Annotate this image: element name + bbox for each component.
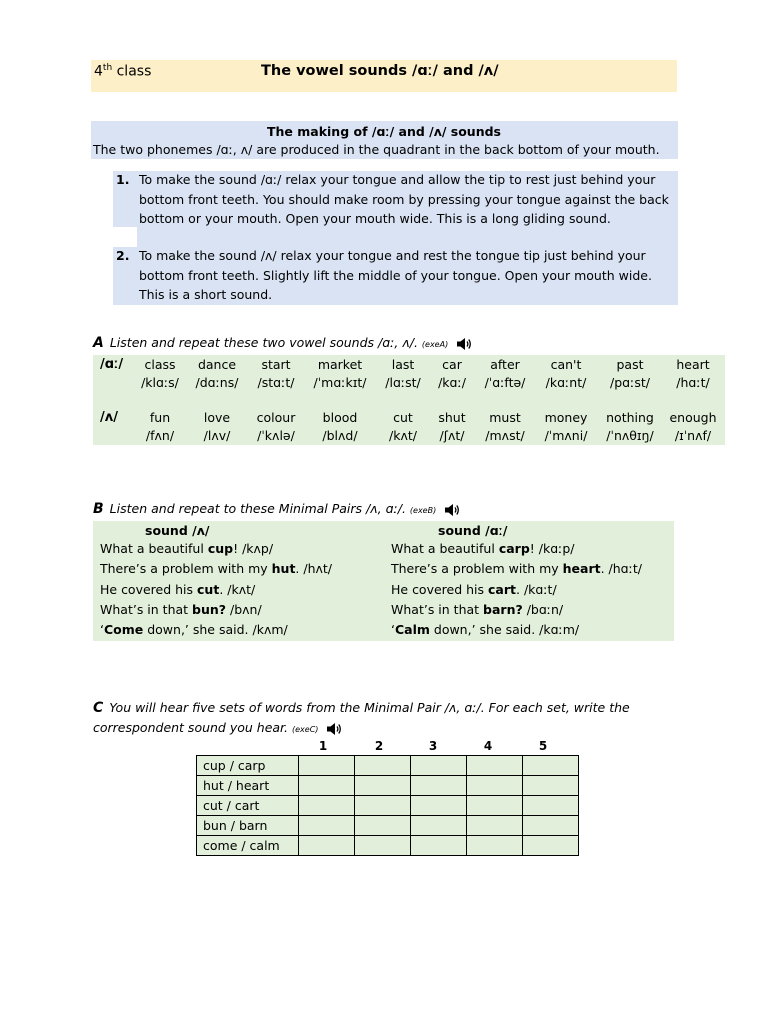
short-u-sentence (100, 602, 262, 617)
answer-cell[interactable] (467, 816, 523, 836)
vowel-word: cut (393, 410, 413, 425)
vowel-word: car (442, 357, 462, 372)
answer-cell[interactable] (467, 756, 523, 776)
section-b-heading: B Listen and repeat to these Minimal Pairs /ʌ, ɑː/. (exeB) (93, 501, 460, 517)
word-pair-label: cup / carp (197, 756, 299, 776)
step-number: 1. (116, 172, 130, 187)
vowel-word-ipa: /hɑːt/ (676, 375, 710, 390)
answer-cell[interactable] (523, 816, 579, 836)
column-header-1: 1 (318, 739, 328, 753)
answer-cell[interactable] (411, 776, 467, 796)
vowel-word: must (489, 410, 521, 425)
vowel-word-ipa: /ʃʌt/ (439, 428, 465, 443)
sentence-text: down,’ she said. /kɑːm/ (429, 622, 580, 637)
vowel-word: dance (197, 357, 237, 372)
vowel-word: market (317, 357, 363, 372)
long-a-sentence (391, 582, 557, 597)
sentence-text: He covered his (100, 582, 198, 597)
vowel-word-ipa: /lɑːst/ (385, 375, 421, 390)
vowel-symbol-short-u: /ʌ/ (100, 410, 118, 425)
answer-cell[interactable] (355, 836, 411, 856)
sentence-text: What a beautiful (391, 541, 499, 556)
word-pair-label: bun / barn (197, 816, 299, 836)
vowel-word-ipa: /ˈɑːftə/ (484, 375, 526, 390)
column-header-3: 3 (428, 739, 438, 753)
sentence-text: . /kɑːt/ (516, 582, 557, 597)
long-a-sentence (391, 602, 563, 617)
sentence-text: What’s in that (100, 602, 193, 617)
vowel-word-ipa: /kʌt/ (389, 428, 417, 443)
answer-cell[interactable] (411, 836, 467, 856)
speaker-icon[interactable] (444, 503, 460, 517)
answer-cell[interactable] (355, 816, 411, 836)
table-row (197, 776, 579, 796)
sentence-text: He covered his (391, 582, 489, 597)
sentence-text: There’s a problem with my (391, 561, 563, 576)
step-text: To make the sound /ʌ/ relax your tongue and rest the tongue tip just behind your bottom front teeth. Slightly lift the middle of your tongue. Open your mouth wide. This is a short sound. (139, 248, 652, 302)
key-word: heart (562, 561, 601, 576)
vowel-word-ipa: /stɑːt/ (257, 375, 295, 390)
answer-cell[interactable] (355, 756, 411, 776)
answer-cell[interactable] (299, 816, 355, 836)
section-c-heading: C You will hear five sets of words from the Minimal Pair /ʌ, ɑː/. For each set, write the correspondent sound you hear. (exeC) (93, 700, 630, 735)
long-a-sentence (391, 622, 579, 637)
left-column-header: sound /ʌ/ (145, 523, 210, 538)
answer-cell[interactable] (467, 776, 523, 796)
vowel-word-ipa: /mʌst/ (485, 428, 525, 443)
vowel-word: blood (322, 410, 358, 425)
vowel-word-ipa: /ˈkʌlə/ (257, 428, 295, 443)
short-u-sentence (100, 622, 288, 637)
key-word: carp (498, 541, 530, 556)
sentence-text: . /hʌt/ (295, 561, 333, 576)
vowel-word: after (490, 357, 520, 372)
vowel-word: last (391, 357, 415, 372)
vowel-symbol-long-a: /ɑː/ (100, 357, 124, 372)
sentence-text: . /kʌt/ (219, 582, 256, 597)
vowel-word-ipa: /ˈmɑːkɪt/ (313, 375, 367, 390)
vowel-word: can't (550, 357, 582, 372)
answer-cell[interactable] (355, 776, 411, 796)
key-word: cup (207, 541, 234, 556)
sentence-text: What a beautiful (100, 541, 208, 556)
sentence-text: . /hɑːt/ (600, 561, 642, 576)
vowel-word-ipa: /pɑːst/ (610, 375, 650, 390)
sentence-text: /bɑːn/ (522, 602, 564, 617)
key-word: Calm (394, 622, 430, 637)
vowel-word-ipa: /lʌv/ (203, 428, 231, 443)
answer-cell[interactable] (299, 756, 355, 776)
key-word: cut (197, 582, 220, 597)
making-description: The two phonemes /ɑː, ʌ/ are produced in the quadrant in the back bottom of your mouth. (93, 142, 660, 157)
answer-cell[interactable] (355, 796, 411, 816)
answer-cell[interactable] (411, 816, 467, 836)
answer-cell[interactable] (523, 776, 579, 796)
key-word: Come (103, 622, 144, 637)
key-word: barn? (483, 602, 523, 617)
vowel-word: start (261, 357, 291, 372)
vowel-word: fun (149, 410, 171, 425)
sentence-text: down,’ she said. /kʌm/ (143, 622, 288, 637)
table-row (197, 796, 579, 816)
vowel-word-ipa: /blʌd/ (322, 428, 358, 443)
vowel-word: money (544, 410, 588, 425)
answer-cell[interactable] (411, 796, 467, 816)
vowel-word: shut (438, 410, 466, 425)
sentence-text: ! /kʌp/ (233, 541, 274, 556)
making-title: The making of /ɑː/ and /ʌ/ sounds (266, 124, 501, 139)
short-u-sentence (100, 561, 332, 576)
sentence-text: ‘ (100, 622, 104, 637)
key-word: bun? (192, 602, 227, 617)
long-a-sentence (391, 561, 642, 576)
sentence-text: /bʌn/ (226, 602, 262, 617)
vowel-word: class (144, 357, 176, 372)
sentence-text: What’s in that (391, 602, 484, 617)
vowel-word: colour (256, 410, 296, 425)
table-row (197, 836, 579, 856)
answer-cell[interactable] (523, 796, 579, 816)
steps-gap (113, 227, 137, 247)
answer-cell[interactable] (523, 836, 579, 856)
vowel-word: love (203, 410, 231, 425)
section-a-heading: A Listen and repeat these two vowel sounds /ɑː, ʌ/. (exeA) (93, 335, 472, 351)
vowel-word: heart (676, 357, 710, 372)
short-u-sentence (100, 582, 255, 597)
step-number: 2. (116, 248, 130, 263)
answer-cell[interactable] (299, 776, 355, 796)
vowel-word-ipa: /ˈnʌθɪŋ/ (606, 428, 654, 443)
vowel-word-ipa: /kɑː/ (438, 375, 466, 390)
column-header-4: 4 (483, 739, 493, 753)
word-pair-label: cut / cart (197, 796, 299, 816)
vowel-word-ipa: /kɑːnt/ (545, 375, 587, 390)
long-a-sentence (391, 541, 575, 556)
vowel-word: enough (669, 410, 717, 425)
vowel-word: past (616, 357, 644, 372)
column-header-5: 5 (538, 739, 548, 753)
column-header-2: 2 (374, 739, 384, 753)
speaker-icon[interactable] (456, 337, 472, 351)
vowel-word-ipa: /ˈmʌni/ (544, 428, 588, 443)
word-pair-label: hut / heart (197, 776, 299, 796)
answer-cell[interactable] (467, 836, 523, 856)
answer-cell[interactable] (299, 796, 355, 816)
answer-cell[interactable] (523, 756, 579, 776)
word-pair-label: come / calm (197, 836, 299, 856)
answer-cell[interactable] (299, 836, 355, 856)
sentence-text: There’s a problem with my (100, 561, 272, 576)
right-column-header: sound /ɑː/ (438, 523, 508, 538)
key-word: cart (488, 582, 517, 597)
vowel-word: nothing (606, 410, 654, 425)
speaker-icon[interactable] (326, 722, 342, 736)
sentence-text: ! /kɑːp/ (529, 541, 575, 556)
vowel-word-ipa: /ɪˈnʌf/ (674, 428, 712, 443)
class-label: 4th class (94, 63, 152, 80)
key-word: hut (271, 561, 296, 576)
step-text: To make the sound /ɑː/ relax your tongue and allow the tip to rest just behind your bottom front teeth. You should make room by pressing your tongue against the back bottom or your mouth. Open your mouth wide. This is a long gliding sound. (139, 172, 669, 226)
page-title: The vowel sounds /ɑː/ and /ʌ/ (261, 63, 499, 79)
vowel-word-ipa: /dɑːns/ (195, 375, 239, 390)
answer-cell[interactable] (467, 796, 523, 816)
answer-cell[interactable] (411, 756, 467, 776)
short-u-sentence (100, 541, 273, 556)
answer-table (196, 755, 579, 856)
sentence-text: ‘ (391, 622, 395, 637)
table-row (197, 816, 579, 836)
table-row (197, 756, 579, 776)
vowel-word-ipa: /klɑːs/ (141, 375, 179, 390)
vowel-word-ipa: /fʌn/ (145, 428, 175, 443)
